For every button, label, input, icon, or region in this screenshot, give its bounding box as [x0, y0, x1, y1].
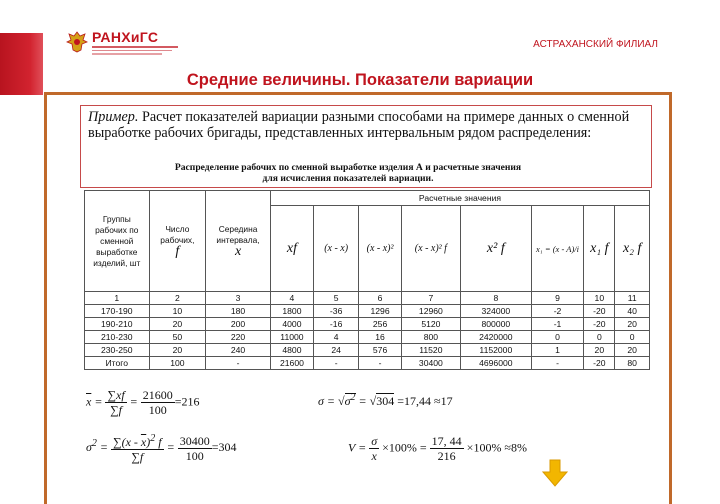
sigma-result: =17,44 ≈17: [397, 394, 453, 408]
mean-den: 100: [148, 403, 167, 417]
table-row: 190-210 20 200 4000 -16 256 5120 800000 -1 -20 20: [85, 318, 650, 331]
variance-result: =304: [211, 439, 237, 454]
table-row: 230-250 20 240 4800 24 576 11520 1152000 1 20 20: [85, 344, 650, 357]
variance-num: 30400: [179, 433, 210, 448]
header-col-9: x₁ = (x - A)/i: [531, 206, 584, 292]
down-arrow-icon[interactable]: [542, 459, 568, 487]
table-caption-line2: для исчисления показателей вариации.: [262, 173, 434, 184]
eagle-emblem-icon: [66, 30, 88, 54]
v-result: ×100% ≈8%: [466, 440, 528, 455]
ranepa-logo: [66, 30, 178, 55]
header-col-8: x² f: [460, 206, 531, 292]
example-label: Пример.: [88, 109, 139, 125]
v-num: 17, 44: [431, 434, 462, 448]
v-formula: V = $\frac{\sigma}{x}$ ×100% = $\frac{17, 44}{216}$ ×100% ≈8%: [348, 434, 528, 463]
mean-result: =216: [174, 394, 200, 409]
example-text: Расчет показателей вариации разными способами на примере данных о сменной выработке рабочих бригады, представленных интервальным рядом распределения:: [88, 109, 630, 141]
sigma-radicand: 304: [376, 394, 395, 408]
variation-table: [84, 190, 650, 370]
table-total-row: Итого 100 - 21600 - - 30400 4696000 - -20 80: [85, 357, 650, 370]
header-col-5: (x - x): [313, 206, 358, 292]
header-count-label: Число рабочих,: [160, 224, 195, 245]
header-mid-symbol: x: [234, 244, 242, 259]
table-row: 170-190 10 180 1800 -36 1296 12960 324000 -2 -20 40: [85, 305, 650, 318]
table-caption: [98, 162, 598, 184]
table-number-row: 1 2 3 4 5 6 7 8 9 10 11: [85, 292, 650, 305]
header-col-11: x₂ f: [615, 206, 650, 292]
table-row: 210-230 50 220 11000 4 16 800 2420000 0 0 0: [85, 331, 650, 344]
logo-title: РАНХиГС: [92, 29, 159, 45]
header-mid: [206, 191, 271, 292]
header-col-10: x₁ f: [584, 206, 615, 292]
header-mid-label: Середина интервала,: [216, 224, 260, 245]
mean-formula: $\overline{x}$ = $\frac{\sum xf}{\sum f}$ = $\frac{21600}{100}$ =216: [86, 388, 200, 417]
header-col-4: xf: [270, 206, 313, 292]
table-caption-line1: Распределение рабочих по сменной выработке изделия А и расчетные значения: [174, 162, 522, 173]
mean-num: 21600: [142, 388, 173, 402]
header-count-symbol: f: [175, 244, 180, 259]
header-col-7: (x - x)² f: [401, 206, 460, 292]
variance-den: 100: [185, 448, 204, 463]
v-den: 216: [437, 449, 456, 463]
header-count: [149, 191, 206, 292]
page-title: Средние величины. Показатели вариации: [186, 71, 534, 89]
sigma-formula: $\sigma = √\sigma^2 = √304 =17,44 \approx 17$: [318, 392, 453, 408]
header-group: Группы рабочих по сменной выработке изделий, шт: [85, 191, 150, 292]
variance-formula: $\sigma^2$ = $\frac{\sum(x - \overline{x})^2 f}{\sum f}$ = $\frac{30400}{100}$ =304: [86, 433, 237, 464]
header-calc: Расчетные значения: [270, 191, 649, 206]
branch-label: АСТРАХАНСКИЙ ФИЛИАЛ: [533, 39, 658, 50]
header-col-6: (x - x)²: [359, 206, 402, 292]
